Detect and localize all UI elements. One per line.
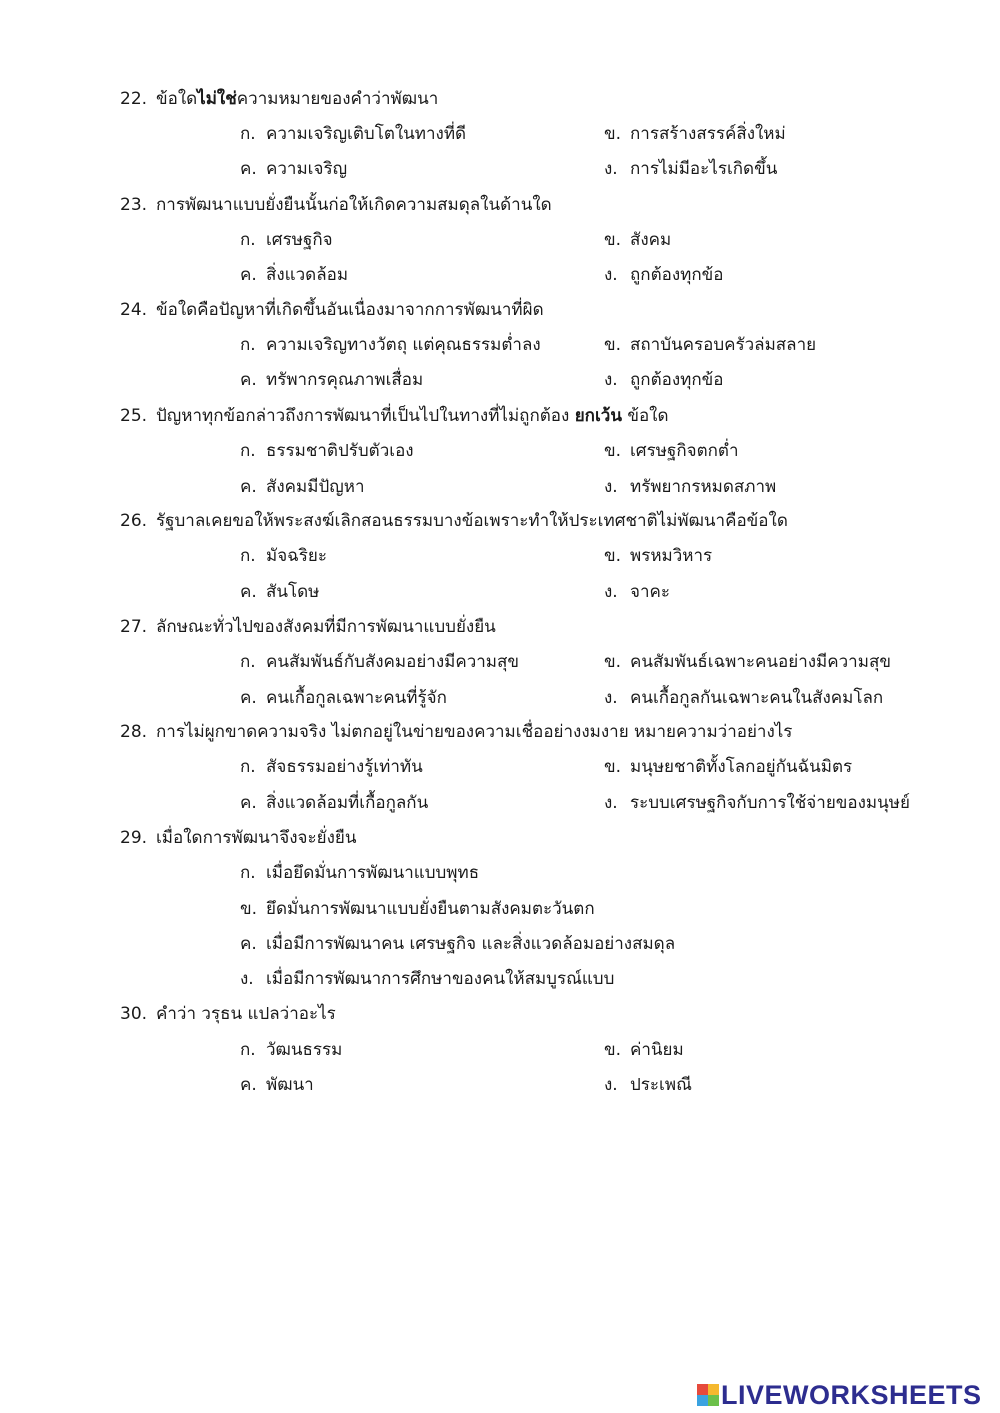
option-text: ความเจริญเติบโตในทางที่ดี: [266, 124, 467, 144]
option-text: คนเกื้อกูลเฉพาะคนที่รู้จัก: [266, 688, 447, 708]
option-text: ทรัพากรคุณภาพเสื่อม: [266, 370, 424, 390]
option-label: ค.: [240, 582, 257, 602]
logo-square-icon: [708, 1384, 719, 1395]
question-number: 24.: [120, 300, 148, 320]
option-label: ก.: [240, 757, 256, 777]
option-label: ข.: [604, 546, 622, 566]
option-label: ข.: [240, 899, 258, 919]
question-number: 30.: [120, 1004, 148, 1024]
question-29: [120, 826, 356, 850]
option-label: ง.: [604, 265, 618, 285]
option-label: ง.: [604, 477, 618, 497]
question-text: ข้อใด: [156, 89, 198, 109]
option-29-c[interactable]: [240, 932, 675, 956]
question-text: ข้อใดคือปัญหาที่เกิดขึ้นอันเนื่องมาจากการพัฒนาที่ผิด: [156, 300, 544, 320]
option-26-a[interactable]: [240, 544, 327, 568]
option-label: ข.: [604, 335, 622, 355]
option-23-a[interactable]: [240, 228, 333, 252]
option-text: มัจฉริยะ: [266, 546, 327, 566]
option-23-b[interactable]: [604, 228, 671, 252]
question-number: 29.: [120, 828, 148, 848]
question-25: [120, 404, 669, 428]
option-label: ง.: [604, 582, 618, 602]
option-label: ข.: [604, 652, 622, 672]
option-25-c[interactable]: [240, 475, 365, 499]
logo-square-icon: [697, 1395, 708, 1406]
option-25-a[interactable]: [240, 439, 414, 463]
question-emphasis: ยกเว้น: [574, 406, 622, 426]
question-number: 25.: [120, 406, 148, 426]
option-25-d[interactable]: [604, 475, 776, 499]
option-label: ข.: [604, 441, 622, 461]
question-number: 28.: [120, 722, 148, 742]
option-text: ถูกต้องทุกข้อ: [630, 265, 724, 285]
option-27-d[interactable]: [604, 686, 883, 710]
option-text: พรหมวิหาร: [630, 546, 713, 566]
question-27: [120, 615, 496, 639]
option-23-d[interactable]: [604, 263, 723, 287]
option-text: จาคะ: [630, 582, 671, 602]
option-label: ค.: [240, 688, 257, 708]
option-text: พัฒนา: [266, 1075, 314, 1095]
option-label: ข.: [604, 1040, 622, 1060]
option-label: ค.: [240, 265, 257, 285]
option-text: สังคมมีปัญหา: [266, 477, 365, 497]
option-label: ง.: [604, 159, 618, 179]
option-28-b[interactable]: [604, 755, 852, 779]
question-23: [120, 193, 552, 217]
liveworksheets-logo-icon: [697, 1384, 719, 1406]
option-label: ง.: [604, 688, 618, 708]
question-text: การพัฒนาแบบยั่งยืนนั้นก่อให้เกิดความสมดุลในด้านใด: [156, 195, 552, 215]
option-text: สังคม: [630, 230, 672, 250]
option-text: เศรษฐกิจ: [266, 230, 333, 250]
option-text: คนสัมพันธ์เฉพาะคนอย่างมีความสุข: [630, 652, 891, 672]
option-text: เมื่อยึดมั่นการพัฒนาแบบพุทธ: [266, 863, 480, 883]
option-text: ทรัพยากรหมดสภาพ: [630, 477, 777, 497]
option-label: ก.: [240, 124, 256, 144]
option-26-b[interactable]: [604, 544, 712, 568]
option-text: ความเจริญทางวัตถุ แต่คุณธรรมต่ำลง: [266, 335, 541, 355]
option-label: ข.: [604, 124, 622, 144]
option-22-a[interactable]: [240, 122, 466, 146]
option-27-a[interactable]: [240, 650, 519, 674]
question-26: [120, 509, 788, 533]
option-label: ก.: [240, 230, 256, 250]
option-text: วัฒนธรรม: [266, 1040, 343, 1060]
option-label: ง.: [604, 1075, 618, 1095]
option-label: ง.: [604, 793, 618, 813]
option-22-d[interactable]: [604, 157, 777, 181]
question-text: ลักษณะทั่วไปของสังคมที่มีการพัฒนาแบบยั่งยืน: [156, 617, 496, 637]
option-29-d[interactable]: [240, 967, 614, 991]
option-text: เมื่อมีการพัฒนาคน เศรษฐกิจ และสิ่งแวดล้อมอย่างสมดุล: [266, 934, 676, 954]
option-label: ง.: [604, 370, 618, 390]
option-label: ก.: [240, 1040, 256, 1060]
option-label: ก.: [240, 335, 256, 355]
option-text: ค่านิยม: [630, 1040, 684, 1060]
option-23-c[interactable]: [240, 263, 348, 287]
option-text: สิ่งแวดล้อมที่เกื้อกูลกัน: [266, 793, 429, 813]
option-22-b[interactable]: [604, 122, 786, 146]
option-29-a[interactable]: [240, 861, 479, 885]
question-text: เมื่อใดการพัฒนาจึงจะยั่งยืน: [156, 828, 357, 848]
logo-square-icon: [708, 1395, 719, 1406]
question-22: [120, 87, 438, 111]
option-text: คนเกื้อกูลกันเฉพาะคนในสังคมโลก: [630, 688, 884, 708]
question-number: 22.: [120, 89, 148, 109]
option-24-a[interactable]: [240, 333, 541, 357]
option-label: ก.: [240, 863, 256, 883]
question-text: การไม่ผูกขาดความจริง ไม่ตกอยู่ในข่ายของความเชื่ออย่างงมงาย หมายความว่าอย่างไร: [156, 722, 793, 742]
liveworksheets-logo[interactable]: [697, 1379, 982, 1411]
question-number: 23.: [120, 195, 148, 215]
question-24: [120, 298, 544, 322]
option-label: ข.: [604, 757, 622, 777]
logo-square-icon: [697, 1384, 708, 1395]
option-text: การสร้างสรรค์สิ่งใหม่: [630, 124, 786, 144]
option-24-b[interactable]: [604, 333, 816, 357]
option-text: สถาบันครอบครัวล่มสลาย: [630, 335, 817, 355]
option-label: ข.: [604, 230, 622, 250]
option-text: สันโดษ: [266, 582, 320, 602]
option-30-d[interactable]: [604, 1073, 692, 1097]
question-number: 27.: [120, 617, 148, 637]
question-28: [120, 720, 792, 744]
option-28-d[interactable]: [604, 791, 910, 815]
option-27-b[interactable]: [604, 650, 891, 674]
option-label: ค.: [240, 934, 257, 954]
question-number: 26.: [120, 511, 148, 531]
option-text: การไม่มีอะไรเกิดขึ้น: [630, 159, 778, 179]
option-label: ง.: [240, 969, 254, 989]
option-text: ประเพณี: [630, 1075, 692, 1095]
option-label: ค.: [240, 1075, 257, 1095]
option-label: ค.: [240, 793, 257, 813]
option-27-c[interactable]: [240, 686, 447, 710]
option-label: ก.: [240, 441, 256, 461]
option-28-a[interactable]: [240, 755, 423, 779]
option-26-d[interactable]: [604, 580, 670, 604]
option-text: สิ่งแวดล้อม: [266, 265, 349, 285]
option-label: ค.: [240, 477, 257, 497]
question-text-end: ข้อใด: [621, 406, 669, 426]
option-text: ยึดมั่นการพัฒนาแบบยั่งยืนตามสังคมตะวันตก: [266, 899, 595, 919]
question-text: ปัญหาทุกข้อกล่าวถึงการพัฒนาที่เป็นไปในทางที่ไม่ถูกต้อง: [156, 406, 575, 426]
option-text: ความเจริญ: [266, 159, 348, 179]
option-30-c[interactable]: [240, 1073, 314, 1097]
option-22-c[interactable]: [240, 157, 347, 181]
option-text: สัจธรรมอย่างรู้เท่าทัน: [266, 757, 423, 777]
logo-text: LIVEWORKSHEETS: [721, 1380, 982, 1410]
option-text: เศรษฐกิจตกต่ำ: [630, 441, 739, 461]
option-24-d[interactable]: [604, 368, 723, 392]
option-25-b[interactable]: [604, 439, 739, 463]
option-text: มนุษยชาติทั้งโลกอยู่กันฉันมิตร: [630, 757, 853, 777]
option-text: เมื่อมีการพัฒนาการศึกษาของคนให้สมบูรณ์แบบ: [266, 969, 615, 989]
question-emphasis: ไม่ใช่: [197, 89, 237, 109]
option-30-b[interactable]: [604, 1038, 684, 1062]
option-label: ค.: [240, 159, 257, 179]
option-28-c[interactable]: [240, 791, 428, 815]
question-text: คำว่า วรุธน แปลว่าอะไร: [156, 1004, 336, 1024]
question-text-end: ความหมายของคำว่าพัฒนา: [236, 89, 439, 109]
option-text: คนสัมพันธ์กับสังคมอย่างมีความสุข: [266, 652, 520, 672]
question-30: [120, 1002, 336, 1026]
option-text: ถูกต้องทุกข้อ: [630, 370, 724, 390]
question-text: รัฐบาลเคยขอให้พระสงฆ์เลิกสอนธรรมบางข้อเพราะทำให้ประเทศชาติไม่พัฒนาคือข้อใด: [156, 511, 788, 531]
option-26-c[interactable]: [240, 580, 319, 604]
option-label: ก.: [240, 546, 256, 566]
option-29-b[interactable]: [240, 897, 595, 921]
option-text: ระบบเศรษฐกิจกับการใช้จ่ายของมนุษย์: [630, 793, 910, 813]
option-24-c[interactable]: [240, 368, 423, 392]
option-text: ธรรมชาติปรับตัวเอง: [266, 441, 414, 461]
option-label: ก.: [240, 652, 256, 672]
option-label: ค.: [240, 370, 257, 390]
option-30-a[interactable]: [240, 1038, 342, 1062]
